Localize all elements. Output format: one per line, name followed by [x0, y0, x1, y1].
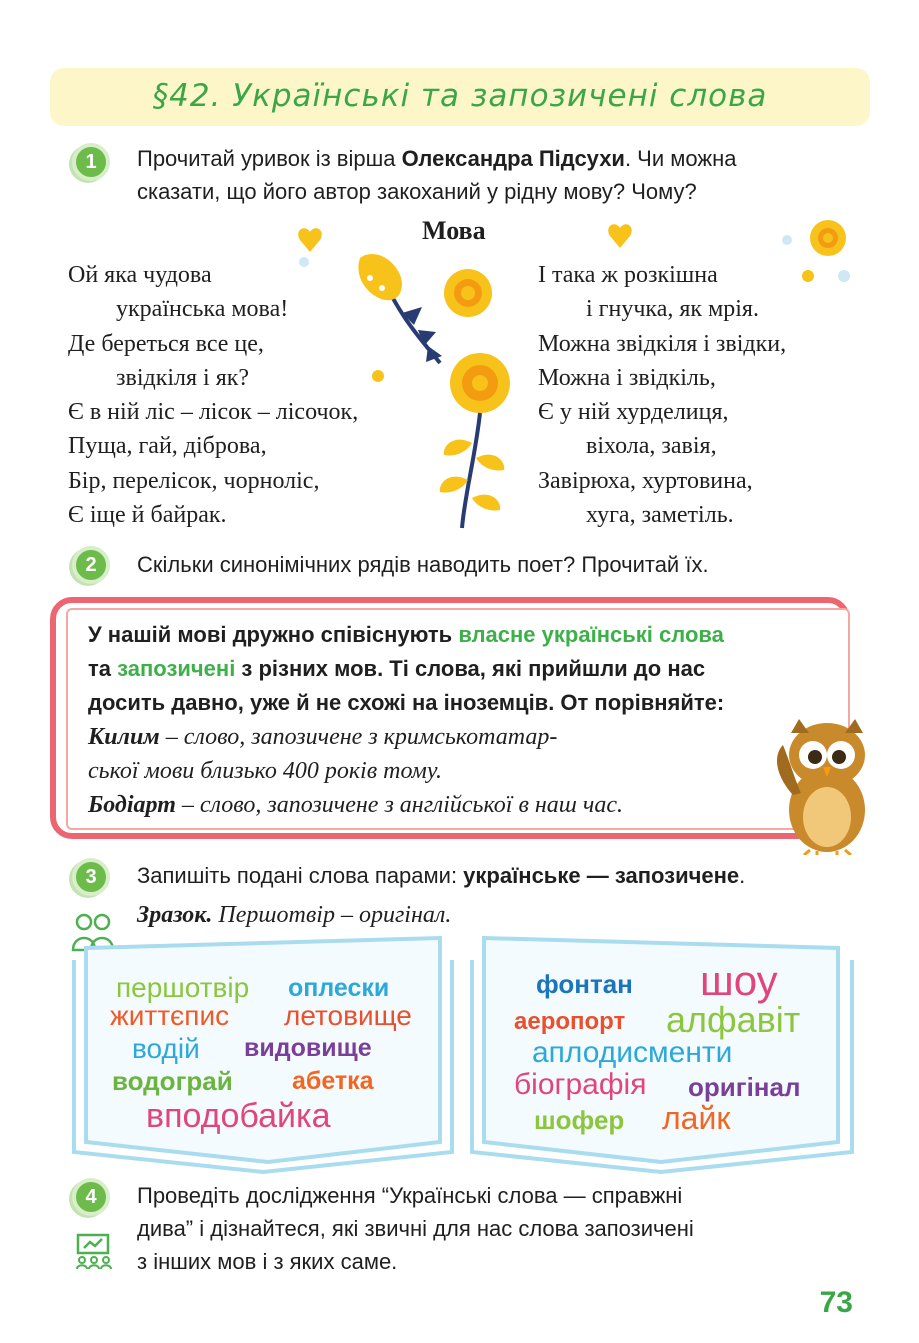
poem-line: і гнучка, як мрія. [586, 296, 759, 323]
poem-line: Є у ній хурделиця, [538, 399, 729, 426]
right-word-cloud [466, 930, 858, 1175]
task-1-text-b: . Чи можна [624, 146, 737, 171]
word-aplodysmenty: аплодисменти [532, 1036, 733, 1069]
poem-line: Бір, перелісок, чорноліс, [68, 467, 320, 494]
task-1-text-a: Прочитай уривок із вірша [137, 146, 402, 171]
task-3-text [137, 859, 745, 892]
task-number-4: 4 [72, 1178, 110, 1216]
task-1-text-c: сказати, що його автор закоханий у рідну мову? Чому? [137, 179, 697, 204]
rule-highlight-borrowed: запозичені [117, 656, 236, 681]
poem-title: Мова [422, 216, 486, 245]
word-alfavit: алфавіт [666, 999, 801, 1040]
task-3-sample [137, 898, 451, 932]
word-pershotvir: першотвір [116, 972, 250, 1003]
poem-line: віхола, завія, [586, 433, 717, 460]
poem-line: Завірюха, хуртовина, [538, 467, 753, 494]
word-oryhinal: оригінал [688, 1072, 801, 1102]
word-opleski: оплески [288, 974, 390, 1002]
page-number: 73 [819, 1286, 853, 1319]
research-icon [74, 1232, 114, 1270]
task-3-word-borrowed: запозичене [614, 863, 740, 888]
word-fontan: фонтан [536, 969, 633, 999]
sample-label: Зразок. [137, 902, 213, 928]
poem-line: І така ж розкішна [538, 262, 718, 288]
task-3-dash: — [580, 863, 615, 888]
example-word-2: Бодіарт [88, 792, 176, 818]
task-4-text [137, 1179, 853, 1278]
task-3-end: . [739, 863, 746, 888]
rule-text-b: та [88, 656, 118, 681]
sample-text: Першотвір – оригінал. [212, 902, 452, 928]
word-shou: шоу [700, 957, 778, 1004]
rule-text-c: з різних мов. Ті слова, які прийшли до нас [235, 656, 706, 681]
task-4-line-2: дива” і дізнайтеся, які звичні для нас слова запозичені [137, 1216, 694, 1241]
word-vodii: водій [132, 1033, 200, 1064]
left-word-cloud [68, 930, 458, 1175]
poem-line: Є іще й байрак. [68, 502, 227, 529]
title-bar [50, 68, 870, 126]
word-vydovyshche: видовище [244, 1034, 372, 1062]
task-4-line-3: з інших мов і з яких саме. [137, 1249, 398, 1274]
page-title: §42. Українські та запозичені слова [152, 78, 768, 114]
task-1-author: Олександра Підсухи [401, 146, 625, 171]
poem-line: Де береться все це, [68, 330, 264, 357]
task-2-text: Скільки синонімічних рядів наводить поет? Прочитай їх. [137, 552, 709, 577]
owl-icon [765, 715, 875, 855]
task-4-line-1: Проведіть дослідження “Українські слова — справжні [137, 1183, 683, 1208]
rule-text-d: досить давно, уже й не схожі на іноземців. От порівняйте: [88, 690, 725, 715]
task-1-text [137, 142, 867, 208]
task-number-1: 1 [72, 143, 110, 181]
poem-line: звідкіля і як? [116, 364, 250, 391]
rule-text-a: У нашій мові дружно співіснують [88, 622, 459, 647]
rule-text [88, 618, 828, 720]
rule-highlight-native: власне українські слова [458, 622, 724, 647]
word-biohrafiia: біографія [514, 1068, 647, 1101]
word-vpodobaika: вподобайка [146, 1097, 331, 1135]
task-number-2: 2 [72, 546, 110, 584]
word-laik: лайк [662, 1100, 731, 1136]
poem-line: Ой яка чудова [68, 262, 212, 288]
task-3-word-native: українське [463, 863, 581, 888]
poem-line: хуга, заметіль. [586, 502, 734, 529]
poem-line: Можна і звідкіль, [538, 364, 716, 391]
word-aeroport: аеропорт [514, 1008, 626, 1035]
poem-line: Можна звідкіля і звідки, [538, 330, 787, 357]
task-3-text-a: Запишіть подані слова парами: [137, 863, 464, 888]
word-shofer: шофер [534, 1105, 625, 1135]
word-letovyshche: летовище [284, 1000, 412, 1031]
task-number-3: 3 [72, 858, 110, 896]
poem-line: Пуща, гай, діброва, [68, 433, 267, 460]
word-zhyttiepys: життєпис [110, 1000, 230, 1031]
example-text-1b: ської мови близько 400 років тому. [88, 758, 443, 784]
poem-line: Є в ній ліс – лісок – лісочок, [68, 399, 359, 426]
flower-icon [290, 218, 860, 533]
rule-examples [88, 720, 788, 822]
example-text-2: – слово, запозичене з англійської в наш час. [175, 792, 623, 818]
poem-line: українська мова! [116, 296, 289, 323]
word-vodohrai: водограй [112, 1066, 233, 1096]
word-abetka: абетка [292, 1067, 374, 1095]
example-word-1: Килим [88, 724, 160, 750]
example-text-1a: – слово, запозичене з кримськотатар- [159, 724, 558, 750]
